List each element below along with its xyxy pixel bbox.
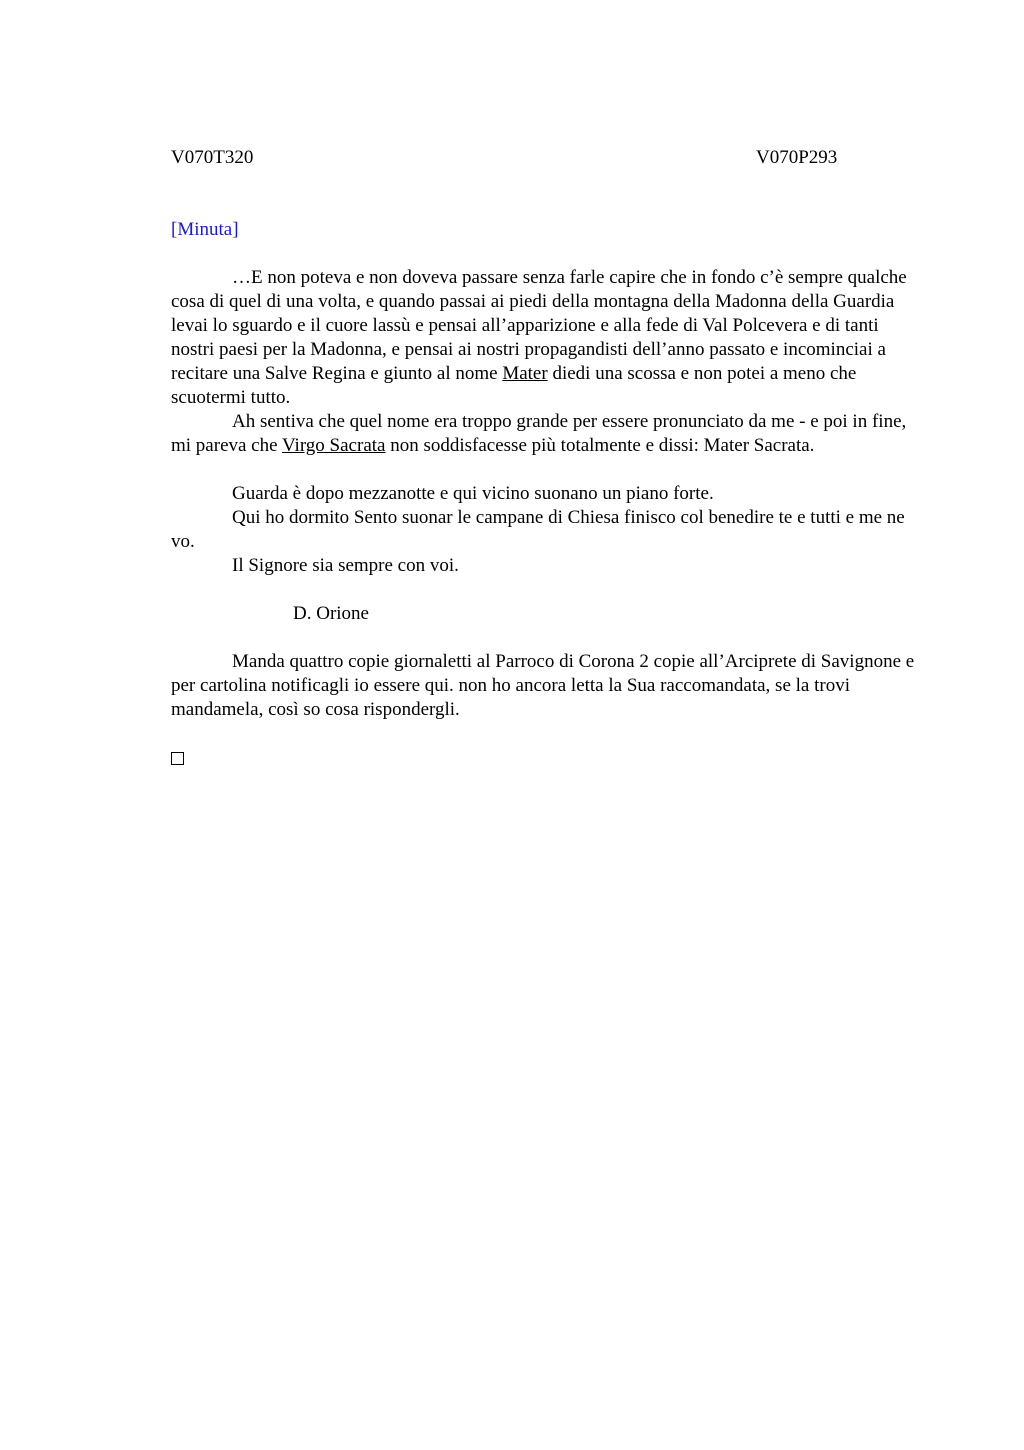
paragraph-mater-sacrata — [171, 410, 926, 458]
document-code-left: V070T320 — [171, 147, 254, 168]
paragraph-mater-sacrata-text-2: non soddisfacesse più totalmente e dissi: Mater Sacrata. — [385, 435, 815, 456]
paragraph-mezzanotte: Guarda è dopo mezzanotte e qui vicino suonano un piano forte. — [232, 483, 714, 504]
minuta-label: [Minuta] — [171, 219, 239, 240]
paragraph-madonna-text-1: …E non poteva e non doveva passare senza farle capire che in fondo c’è sempre qualche cosa di quel di una volta, e quando passai ai piedi della montagna della Madonna della Guardia levai lo sguardo e il cuore lassù e pensai all’apparizione e alla fede di Val Polcevera e di tanti nostri paesi per la Madonna, e pensai ai nostri propagandisti dell’anno passato e incominciai a recitare una Salve Regina e giunto al nome — [171, 267, 907, 384]
signature: D. Orione — [293, 603, 369, 624]
paragraph-blessing: Il Signore sia sempre con voi. — [232, 555, 459, 576]
postscript: Manda quattro copie giornaletti al Parroco di Corona 2 copie all’Arciprete di Savignone e per cartolina notificagli io essere qui. non ho ancora letta la Sua raccomandata, se la trovi mandamela, così so cosa rispondergli. — [171, 651, 915, 720]
document-page — [171, 146, 926, 772]
document-header — [171, 146, 926, 170]
spacer — [171, 722, 926, 746]
document-code-right: V070P293 — [756, 147, 838, 168]
paragraph-campane: Qui ho dormito Sento suonar le campane di Chiesa finisco col benedire te e tutti e me ne vo. — [171, 507, 905, 552]
spacer — [171, 578, 926, 602]
underlined-mater: Mater — [502, 363, 548, 384]
end-marker — [171, 746, 926, 772]
spacer — [171, 242, 926, 266]
spacer — [171, 458, 926, 482]
paragraph-madonna-text-2: diedi una scossa e non potei a meno che scuotermi tutto. — [171, 363, 857, 408]
underlined-virgo-sacrata: Virgo Sacrata — [281, 435, 386, 456]
paragraph-mater-sacrata-text-1: Ah sentiva che quel nome era troppo grande per essere pronunciato da me - e poi in fine, mi pareva che — [171, 411, 907, 456]
spacer — [171, 626, 926, 650]
square-icon — [171, 752, 184, 765]
paragraph-madonna — [171, 266, 926, 410]
